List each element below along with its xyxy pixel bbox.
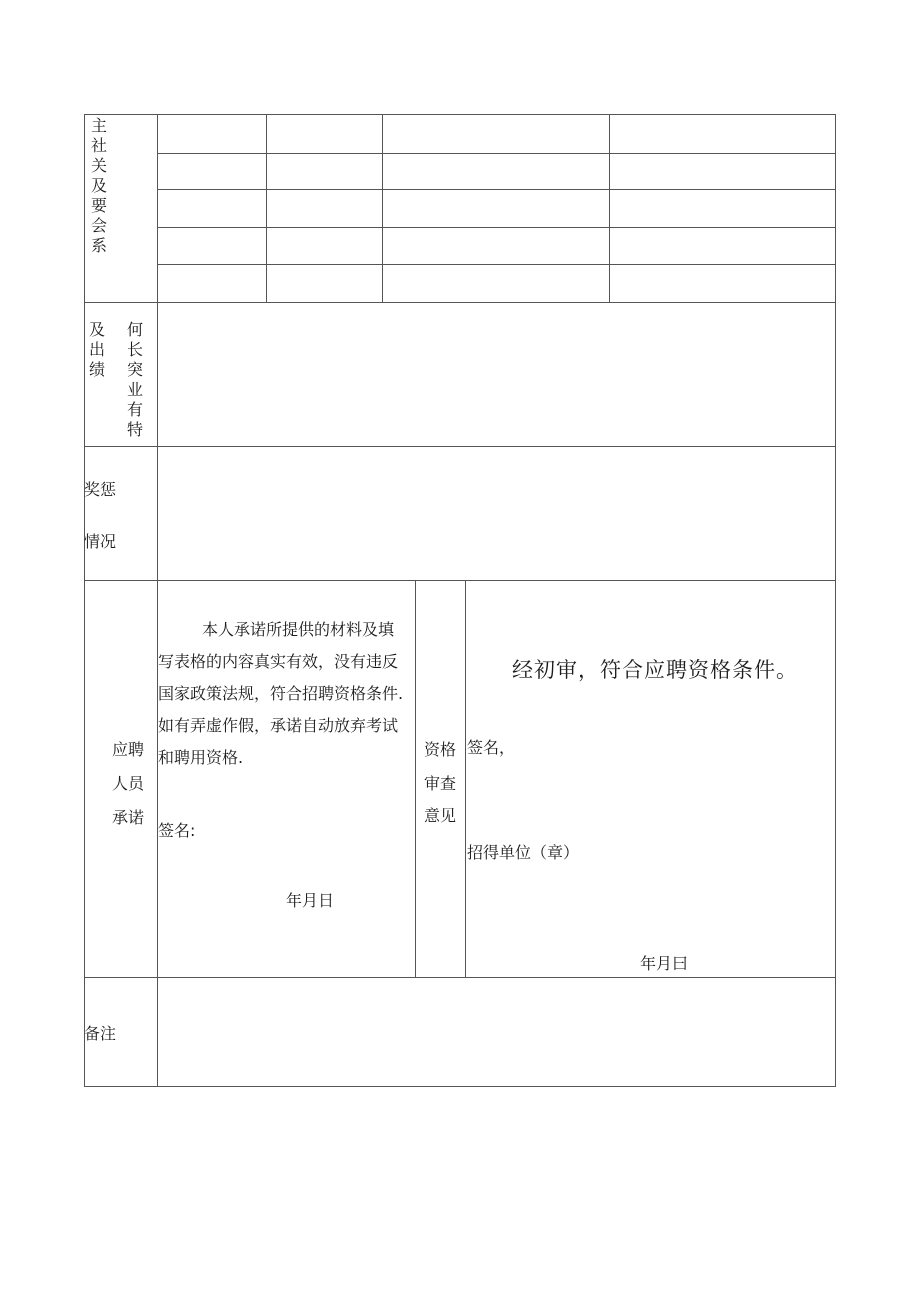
achievements-label-col-b: [126, 320, 144, 440]
commitment-line: 如有弄虚作假，承诺自动放弃考试: [158, 716, 399, 735]
family-row-divider: [157, 153, 836, 154]
rewards-label-line2: 情况: [84, 532, 117, 551]
table-left-border: [84, 114, 85, 1087]
family-label-char: 关: [90, 156, 107, 175]
family-row-divider: [157, 264, 836, 265]
family-col-divider: [382, 114, 383, 303]
review-sign-label: 签名，: [467, 738, 516, 757]
commitment-label-line: 承诺: [112, 808, 145, 827]
section-divider-achievements: [84, 446, 836, 447]
rewards-label-line1: 奖惩: [84, 480, 117, 499]
family-label-char: 及: [90, 176, 107, 195]
commitment-label-line: 人员: [112, 774, 145, 793]
achievements-label-char: 特: [126, 420, 143, 439]
achievements-label-char: 业: [126, 380, 143, 399]
family-label-char: 系: [90, 236, 107, 255]
family-section-label: [90, 116, 108, 256]
achievements-label-char: 有: [126, 400, 143, 419]
commitment-line: 和聘用资格.: [158, 748, 244, 767]
achievements-label-char: 绩: [88, 360, 105, 379]
commitment-line: 国家政策法规，符合招聘资格条件.: [158, 684, 404, 703]
section-divider-rewards: [84, 580, 836, 581]
achievements-label-col-a: [88, 320, 106, 380]
section-divider-family: [84, 302, 836, 303]
family-label-char: 会: [90, 216, 107, 235]
commitment-date-label: 年月日: [286, 891, 335, 910]
achievements-label-char: 出: [88, 340, 105, 359]
achievements-label-char: 何: [126, 320, 143, 339]
achievements-label-char: 突: [126, 360, 143, 379]
section-divider-commitment: [84, 977, 836, 978]
review-label-line: 审查: [424, 774, 457, 793]
remarks-label: 备注: [84, 1024, 117, 1043]
family-col-divider: [266, 114, 267, 303]
family-label-char: 主: [90, 116, 107, 135]
achievements-label-char: 长: [126, 340, 143, 359]
family-label-char: 社: [90, 136, 107, 155]
family-label-char: 要: [90, 196, 107, 215]
review-date-label: 年月曰: [640, 954, 689, 973]
achievements-label-char: 及: [88, 320, 105, 339]
commitment-col-divider: [415, 580, 416, 978]
family-row-divider: [157, 189, 836, 190]
table-top-border: [84, 114, 836, 115]
table-right-border: [835, 114, 836, 1087]
commitment-label-line: 应聘: [112, 740, 145, 759]
review-opinion: 经初审，符合应聘资格条件。: [512, 658, 798, 682]
commitment-line: 写表格的内容真实有效，没有违反: [158, 652, 399, 671]
review-label-line: 资格: [424, 740, 457, 759]
review-col-divider: [465, 580, 466, 978]
review-label-line: 意见: [424, 806, 457, 825]
family-col-divider: [609, 114, 610, 303]
commitment-sign-label: 签名:: [158, 821, 196, 840]
commitment-line: 本人承诺所提供的材料及填: [202, 620, 395, 639]
review-unit-label: 招得单位（章）: [467, 843, 580, 862]
commitment-text: [158, 614, 414, 774]
table-bottom-border: [84, 1086, 836, 1087]
family-row-divider: [157, 227, 836, 228]
label-column-divider: [157, 114, 158, 1087]
